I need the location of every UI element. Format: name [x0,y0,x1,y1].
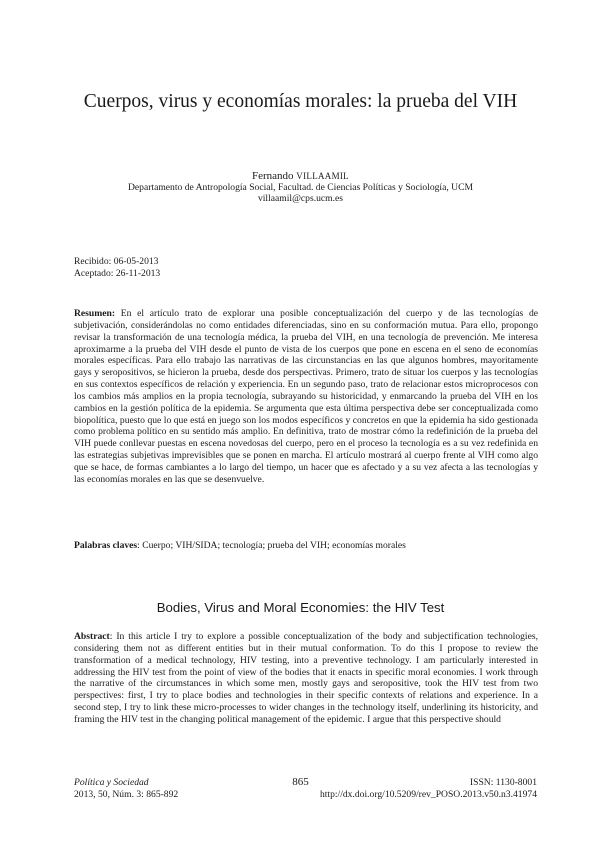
author-family-name: VILLAAMIL [296,171,349,181]
keywords-text: : Cuerpo; VIH/SIDA; tecnología; prueba del VIH; economías morales [137,540,406,551]
received-date: Recibido: 06-05-2013 [74,256,159,267]
author-affiliation: Departamento de Antropología Social, Facultad. de Ciencias Políticas y Sociología, UCM [127,182,474,193]
author-email: villaamil@cps.ucm.es [257,193,344,204]
author-given-name: Fernando [252,170,297,182]
article-dates [74,256,160,279]
page-number: 865 [292,776,309,788]
abstract-label: Abstract [74,631,110,642]
keywords-label: Palabras claves [74,540,138,551]
issn: ISSN: 1130-8001 [469,777,537,788]
resumen-text: En el artículo trato de explorar una posible conceptualización del cuerpo y de las tecnologías de subjetivación, considerándolas no como entidades diferenciadas, sino en su conformación mutua. Para ello, propongo revisar la transformación de una tecnología médica, la prueba del VIH, en una tecnología de prevención. Me interesa aproximarme a la prueba del VIH desde el punto de vista de los cuerpos que pone en escena en el seno de economías morales específicas. Para ello trabajo las narrativas de las circunstancias en las que algunos hombres, mayoritamente gays y seropositivos, se hicieron la prueba, desde dos perspectivas. Primero, trato de situar los cuerpos y las tecnologías en sus contextos específicos de relación y experiencia. En un segundo paso, trato de relacionar estos microprocesos con los cambios más amplios en la propia tecnología, subrayando su historicidad, y enmarcando la prueba del VIH en los cambios en la gestión política de la epidemia. Se argumenta que esta última perspectiva debe ser conceptualizada como biopolítica, puesto que lo que está en juego son los modos específicos y concretos en que la epidemia ha sido gestionada como problema político en su sentido más amplio. En definitiva, trato de mostrar cómo la redefinición de la prueba del VIH puede conllevar puestas en escena novedosas del cuerpo, pero en el proceso la tecnología es a su vez redefinida en las estrategias subjetivas imprevisibles que se ponen en marcha. El artículo mostrará al cuerpo frente al VIH como algo que se hace, de formas cambiantes a lo largo del tiempo, un hacer que es afectado y a su vez afecta a las tecnologías y las economías morales en las que se desenvuelve. [74,308,538,485]
author-name [0,170,601,182]
abstract-paragraph [74,631,538,726]
keywords-paragraph [74,540,538,552]
resumen-paragraph [74,308,538,486]
journal-volume: 2013, 50, Núm. 3: 865-892 [74,789,179,800]
doi-link[interactable]: http://dx.doi.org/10.5209/rev_POSO.2013.v50.n3.41974 [319,789,537,800]
resumen-label: Resumen: [74,308,116,319]
footer-identifiers [320,777,537,801]
abstract-text: : In this article I try to explore a possible conceptualization of the body and subjectification technologies, considering them not as different entities but in their mutual conformation. To do this I propose to review the transformation of a medical technology, HIV testing, into a preventive technology. I am particularly interested in addressing the HIV test from the point of view of the bodies that it enacts in specific moral economies. I work through the narrative of the circumstances in which some men, mostly gays and seropositive, took the HIV test from two perspectives: first, I try to place bodies and technologies in their specific contexts of relations and experience. In a second step, I try to link these micro-processes to wider changes in the technology itself, underlining its historicity, and framing the HIV test in the changing political management of the epidemic. I argue that this perspective should [74,631,538,725]
english-title: Bodies, Virus and Moral Economies: the HIV Test [156,600,445,615]
accepted-date: Aceptado: 26-11-2013 [74,267,161,279]
journal-name: Política y Sociedad [74,777,149,788]
article-title: Cuerpos, virus y economías morales: la prueba del VIH [83,91,518,112]
